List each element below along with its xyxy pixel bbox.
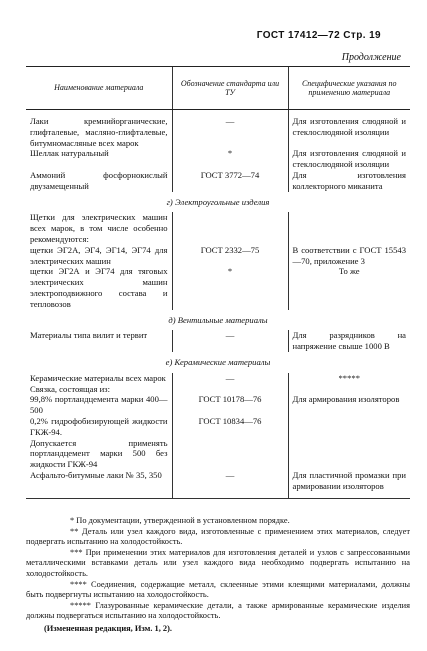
standard-ref: ГОСТ 3772—74 bbox=[172, 170, 288, 192]
table-row bbox=[26, 148, 410, 170]
standard-ref: * bbox=[172, 148, 288, 170]
standard-ref: ГОСТ 10834—76 bbox=[172, 416, 288, 438]
material-name: Керамические материалы всех марок bbox=[30, 372, 166, 383]
section-heading-row bbox=[26, 192, 410, 213]
materials-table bbox=[26, 66, 410, 499]
revision-note: (Измененная редакция, Изм. 1, 2). bbox=[44, 623, 172, 633]
material-name: Шеллак натуральный bbox=[30, 148, 109, 159]
footnote: ***** Глазурованные керамические детали, а также армированные керамические изделия должны подвергаться испытанию на холодостойкость. bbox=[26, 600, 410, 621]
column-header-standard: Обозначение стандарта или ТУ bbox=[172, 67, 288, 110]
material-name: щетки ЭГ2А, ЭГ4, ЭГ14, ЭГ74 для электрических машин bbox=[30, 244, 168, 266]
material-name: 99,8% портландцемента марки 400—500 bbox=[30, 394, 168, 416]
section-heading: е) Керамические материалы bbox=[165, 356, 271, 367]
usage-instructions: Для армирования изоляторов bbox=[288, 394, 410, 416]
material-name: Асфальто-битумные лаки № 35, 350 bbox=[30, 469, 162, 480]
standard-ref: — bbox=[172, 470, 288, 492]
standard-ref: ГОСТ 2332—75 bbox=[172, 245, 288, 267]
table-row bbox=[26, 416, 410, 438]
usage-instructions: Для изготовления слюдяной и стеклослюдяной изоляции bbox=[288, 148, 410, 170]
material-name: Лаки кремнийорганические, глифталевые, масляно-глифталевые, битумномасляные всех марок bbox=[30, 116, 168, 148]
material-name: Щетки для электрических машин всех марок, в том числе особенно рекомендуются: bbox=[30, 212, 168, 244]
table-row bbox=[26, 212, 410, 244]
table-row bbox=[26, 116, 410, 148]
section-heading: д) Вентильные материалы bbox=[168, 314, 268, 325]
column-header-instructions: Специфические указания по применению материала bbox=[288, 67, 410, 110]
table-row bbox=[26, 330, 410, 352]
table-row bbox=[26, 384, 410, 395]
usage-instructions: В соответствии с ГОСТ 15543—70, приложение 3 bbox=[288, 245, 410, 267]
footnote: **** Соединения, содержащие металл, склеенные этими клеящими материалами, должны быть подвергнуты испытанию на холодостойкость. bbox=[26, 579, 410, 600]
section-heading-row bbox=[26, 352, 410, 373]
usage-instructions: То же bbox=[288, 266, 410, 309]
material-name: 0,2% гидрофобизирующей жидкости ГКЖ-94. bbox=[30, 415, 168, 437]
table-row bbox=[26, 470, 410, 492]
usage-instructions: Для изготовления слюдяной и стеклослюдяной изоляции bbox=[288, 116, 410, 148]
table-row bbox=[26, 170, 410, 192]
footnotes bbox=[26, 516, 410, 635]
standard-ref: — bbox=[172, 330, 288, 352]
section-heading-row bbox=[26, 310, 410, 331]
standard-ref: * bbox=[172, 266, 288, 309]
material-name: Аммоний фосфорнокислый двузамещенный bbox=[30, 169, 168, 191]
table-row bbox=[26, 266, 410, 309]
usage-instructions: ***** bbox=[288, 373, 410, 384]
usage-instructions: Для пластичной промазки при армировании изоляторов bbox=[288, 470, 410, 492]
material-name: щетки ЭГ2А и ЭГ74 для тяговых электрических машин электроподвижного состава и тепловозов bbox=[30, 266, 168, 309]
table-row bbox=[26, 245, 410, 267]
continuation-label: Продолжение bbox=[341, 52, 401, 63]
column-header-material: Наименование материала bbox=[26, 67, 172, 110]
material-name: Связка, состоящая из: bbox=[30, 383, 110, 394]
table-row bbox=[26, 438, 410, 470]
material-name: Материалы типа вилит и тервит bbox=[30, 330, 148, 341]
footnote: *** При применении этих материалов для изготовления деталей и узлов с запрессованными металлическими вставками деталь или узел каждого вида необходимо подвергать испытанию на холодостойкость. bbox=[26, 547, 410, 578]
page-header: ГОСТ 17412—72 Стр. 19 bbox=[256, 30, 381, 41]
table-header-row bbox=[26, 67, 410, 110]
standard-ref: ГОСТ 10178—76 bbox=[172, 394, 288, 416]
footnote: * По документации, утвержденной в установленном порядке. bbox=[70, 516, 290, 525]
table-row bbox=[26, 373, 410, 384]
footnote: ** Деталь или узел каждого вида, изготовленные с применением этих материалов, следует подвергать испытанию на холодостойкость. bbox=[26, 526, 410, 547]
standard-ref: — bbox=[172, 116, 288, 148]
material-name: Допускается применять портландцемент марки 500 без жидкости ГКЖ-94 bbox=[30, 437, 168, 470]
table-row bbox=[26, 394, 410, 416]
section-heading: г) Электроугольные изделия bbox=[166, 196, 270, 207]
usage-instructions: Для изготовления коллекторного миканита bbox=[288, 170, 410, 192]
usage-instructions: Для разрядников на напряжение свыше 1000 В bbox=[288, 330, 410, 352]
standard-ref: — bbox=[172, 373, 288, 384]
